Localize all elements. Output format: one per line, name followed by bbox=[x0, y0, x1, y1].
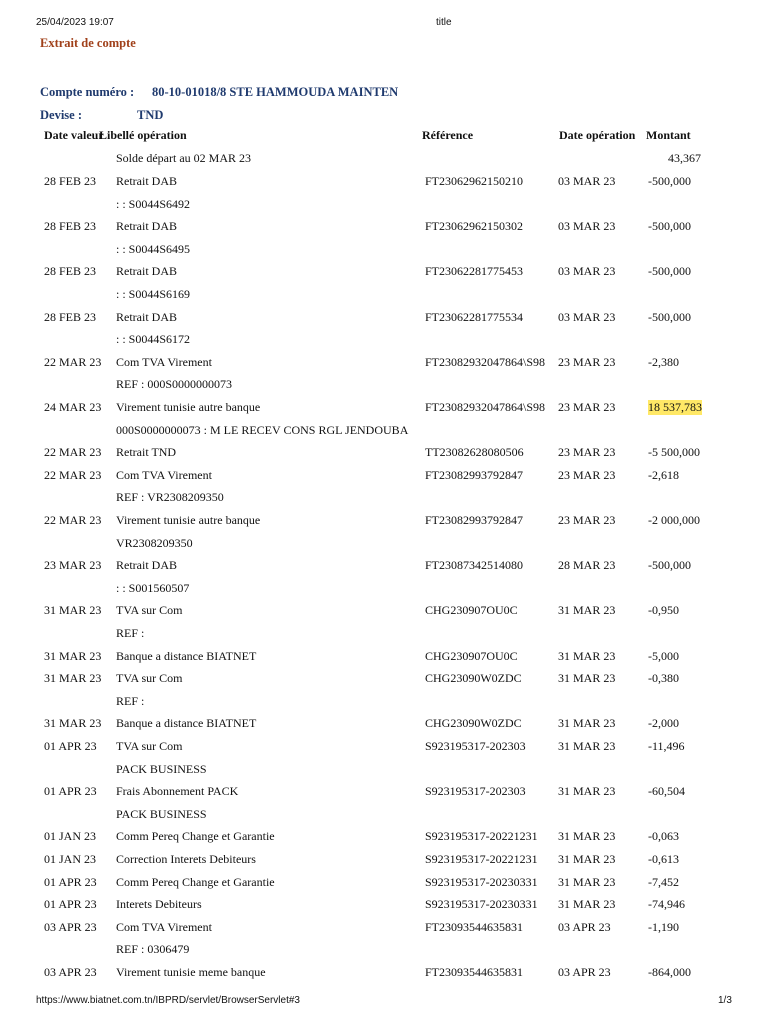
amount-cell: -0,950 bbox=[648, 603, 679, 618]
libelle-cell: PACK BUSINESS bbox=[116, 761, 207, 776]
reference-cell: TT23082628080506 bbox=[425, 445, 524, 460]
libelle-cell: Comm Pereq Change et Garantie bbox=[116, 829, 275, 844]
amount-cell: -2,000 bbox=[648, 716, 679, 731]
amount-cell: -0,063 bbox=[648, 829, 679, 844]
libelle-cell: TVA sur Com bbox=[116, 671, 183, 686]
libelle-cell: : : S0044S6492 bbox=[116, 196, 191, 211]
amount-cell: -74,946 bbox=[648, 897, 685, 912]
libelle-cell: Banque a distance BIATNET bbox=[116, 716, 257, 731]
amount-cell: -0,380 bbox=[648, 671, 679, 686]
table-row bbox=[0, 716, 768, 736]
table-row bbox=[0, 377, 768, 397]
date-valeur-cell: 28 FEB 23 bbox=[44, 309, 97, 324]
date-operation-cell: 31 MAR 23 bbox=[558, 852, 616, 866]
date-valeur-cell: 28 FEB 23 bbox=[44, 264, 97, 279]
currency-value: TND bbox=[137, 108, 164, 122]
reference-cell: FT23093544635831 bbox=[425, 919, 524, 934]
amount-cell: -7,452 bbox=[648, 874, 679, 889]
libelle-cell: TVA sur Com bbox=[116, 739, 183, 753]
libelle-cell: : : S0044S6495 bbox=[116, 241, 191, 256]
table-row bbox=[0, 468, 768, 488]
date-valeur-cell: 01 JAN 23 bbox=[44, 852, 97, 866]
table-row bbox=[0, 310, 768, 330]
account-label: Compte numéro : bbox=[40, 85, 135, 99]
date-valeur-cell: 01 APR 23 bbox=[44, 897, 97, 912]
table-row bbox=[0, 784, 768, 804]
opening-balance-row bbox=[0, 151, 768, 171]
reference-cell: S923195317-20230331 bbox=[425, 874, 538, 889]
print-datetime: 25/04/2023 19:07 bbox=[36, 17, 114, 28]
date-valeur-cell: 22 MAR 23 bbox=[44, 445, 102, 460]
libelle-cell: Comm Pereq Change et Garantie bbox=[116, 874, 275, 889]
reference-cell: S923195317-20221231 bbox=[425, 852, 538, 866]
table-row bbox=[0, 649, 768, 669]
table-row bbox=[0, 920, 768, 940]
date-operation-cell: 03 MAR 23 bbox=[558, 219, 616, 234]
amount-cell: -500,000 bbox=[648, 264, 691, 279]
reference-cell: FT23082932047864\S98 bbox=[425, 354, 546, 369]
reference-cell: S923195317-20230331 bbox=[425, 897, 538, 912]
libelle-cell: Com TVA Virement bbox=[116, 919, 212, 934]
table-row bbox=[0, 332, 768, 352]
date-operation-cell: 23 MAR 23 bbox=[558, 445, 616, 460]
libelle-cell: Virement tunisie meme banque bbox=[116, 965, 266, 979]
date-operation-cell: 23 MAR 23 bbox=[558, 400, 616, 414]
date-valeur-cell: 03 APR 23 bbox=[44, 965, 97, 979]
amount-cell: -11,496 bbox=[648, 739, 685, 753]
table-row bbox=[0, 671, 768, 691]
reference-cell: FT23062281775534 bbox=[425, 309, 524, 324]
libelle-cell: REF : 000S0000000073 bbox=[116, 377, 233, 392]
reference-cell: CHG230907OU0C bbox=[425, 648, 518, 663]
amount-cell: -1,190 bbox=[648, 919, 679, 934]
date-operation-cell: 31 MAR 23 bbox=[558, 897, 616, 912]
libelle-cell: Correction Interets Debiteurs bbox=[116, 852, 256, 866]
date-valeur-cell: 01 APR 23 bbox=[44, 739, 97, 753]
table-row bbox=[0, 807, 768, 827]
libelle-cell: REF : bbox=[116, 693, 145, 708]
table-row bbox=[0, 897, 768, 917]
libelle-cell: Virement tunisie autre banque bbox=[116, 400, 261, 414]
table-row bbox=[0, 942, 768, 962]
libelle-cell: Virement tunisie autre banque bbox=[116, 513, 261, 527]
date-valeur-cell: 31 MAR 23 bbox=[44, 671, 102, 686]
table-row bbox=[0, 852, 768, 872]
date-valeur-cell: 22 MAR 23 bbox=[44, 354, 102, 369]
currency-label: Devise : bbox=[40, 108, 82, 122]
amount-cell: -864,000 bbox=[648, 965, 691, 979]
libelle-cell: PACK BUSINESS bbox=[116, 806, 207, 821]
libelle-cell: Retrait DAB bbox=[116, 264, 177, 279]
libelle-cell: 000S0000000073 : M LE RECEV CONS RGL JENDOUBA bbox=[116, 422, 409, 437]
table-row bbox=[0, 626, 768, 646]
libelle-cell: REF : VR2308209350 bbox=[116, 490, 224, 505]
date-operation-cell: 31 MAR 23 bbox=[558, 739, 616, 753]
account-value: 80-10-01018/8 STE HAMMOUDA MAINTEN bbox=[152, 85, 399, 99]
libelle-cell: VR2308209350 bbox=[116, 535, 193, 550]
date-valeur-cell: 31 MAR 23 bbox=[44, 648, 102, 663]
table-row bbox=[0, 513, 768, 533]
libelle-cell: Interets Debiteurs bbox=[116, 897, 202, 912]
table-row bbox=[0, 694, 768, 714]
table-row bbox=[0, 762, 768, 782]
amount-cell: -500,000 bbox=[648, 558, 691, 573]
reference-cell: FT23082993792847 bbox=[425, 467, 524, 482]
reference-cell: CHG23090W0ZDC bbox=[425, 671, 522, 686]
date-operation-cell: 31 MAR 23 bbox=[558, 829, 616, 844]
reference-cell: FT23082932047864\S98 bbox=[425, 400, 546, 414]
amount-cell: -500,000 bbox=[648, 219, 691, 234]
libelle-cell: Banque a distance BIATNET bbox=[116, 648, 257, 663]
table-row bbox=[0, 355, 768, 375]
col-header-reference: Référence bbox=[422, 128, 474, 142]
reference-cell: S923195317-20221231 bbox=[425, 829, 538, 844]
amount-cell: -2,618 bbox=[648, 467, 679, 482]
date-valeur-cell: 24 MAR 23 bbox=[44, 400, 102, 414]
libelle-cell: Retrait DAB bbox=[116, 174, 177, 188]
opening-balance-amount: 43,367 bbox=[668, 151, 701, 165]
date-valeur-cell: 22 MAR 23 bbox=[44, 467, 102, 482]
table-row bbox=[0, 264, 768, 284]
libelle-cell: TVA sur Com bbox=[116, 603, 183, 618]
table-row bbox=[0, 875, 768, 895]
table-row bbox=[0, 242, 768, 262]
table-row bbox=[0, 174, 768, 194]
table-row bbox=[0, 581, 768, 601]
libelle-cell: REF : bbox=[116, 626, 145, 640]
reference-cell: FT23087342514080 bbox=[425, 558, 524, 573]
date-valeur-cell: 22 MAR 23 bbox=[44, 513, 102, 527]
libelle-cell: Com TVA Virement bbox=[116, 354, 212, 369]
reference-cell: FT23093544635831 bbox=[425, 965, 524, 979]
libelle-cell: Retrait DAB bbox=[116, 558, 177, 573]
date-operation-cell: 31 MAR 23 bbox=[558, 716, 616, 731]
amount-cell: -5 500,000 bbox=[648, 445, 700, 460]
date-operation-cell: 23 MAR 23 bbox=[558, 354, 616, 369]
libelle-cell: Retrait TND bbox=[116, 445, 177, 460]
table-row bbox=[0, 219, 768, 239]
libelle-cell: : : S001560507 bbox=[116, 580, 190, 595]
date-valeur-cell: 03 APR 23 bbox=[44, 919, 97, 934]
table-row bbox=[0, 536, 768, 556]
col-header-date-valeur: Date valeur bbox=[44, 128, 104, 142]
libelle-cell: REF : 0306479 bbox=[116, 942, 190, 957]
date-operation-cell: 03 MAR 23 bbox=[558, 174, 616, 188]
col-header-date-operation: Date opération bbox=[559, 128, 636, 142]
table-row bbox=[0, 423, 768, 443]
date-operation-cell: 28 MAR 23 bbox=[558, 558, 616, 573]
table-row bbox=[0, 603, 768, 623]
libelle-cell: Retrait DAB bbox=[116, 219, 177, 234]
amount-cell: -5,000 bbox=[648, 648, 679, 663]
date-operation-cell: 31 MAR 23 bbox=[558, 648, 616, 663]
reference-cell: FT23062962150210 bbox=[425, 174, 524, 188]
date-operation-cell: 23 MAR 23 bbox=[558, 467, 616, 482]
date-operation-cell: 31 MAR 23 bbox=[558, 874, 616, 889]
print-title: title bbox=[436, 17, 452, 28]
reference-cell: S923195317-202303 bbox=[425, 739, 526, 753]
amount-cell: -0,613 bbox=[648, 852, 679, 866]
table-row bbox=[0, 400, 768, 420]
date-operation-cell: 31 MAR 23 bbox=[558, 671, 616, 686]
table-row bbox=[0, 490, 768, 510]
date-valeur-cell: 23 MAR 23 bbox=[44, 558, 102, 573]
page-number: 1/3 bbox=[718, 995, 732, 1006]
date-operation-cell: 03 MAR 23 bbox=[558, 264, 616, 279]
date-valeur-cell: 01 APR 23 bbox=[44, 874, 97, 889]
reference-cell: FT23062962150302 bbox=[425, 219, 524, 234]
reference-cell: S923195317-202303 bbox=[425, 784, 526, 799]
date-operation-cell: 23 MAR 23 bbox=[558, 513, 616, 527]
libelle-cell: : : S0044S6172 bbox=[116, 332, 191, 347]
libelle-cell: Frais Abonnement PACK bbox=[116, 784, 239, 799]
table-row bbox=[0, 197, 768, 217]
reference-cell: FT23082993792847 bbox=[425, 513, 524, 527]
table-row bbox=[0, 445, 768, 465]
amount-cell: -500,000 bbox=[648, 174, 691, 188]
reference-cell: CHG230907OU0C bbox=[425, 603, 518, 618]
date-operation-cell: 03 APR 23 bbox=[558, 965, 611, 979]
date-operation-cell: 31 MAR 23 bbox=[558, 784, 616, 799]
date-operation-cell: 03 APR 23 bbox=[558, 919, 611, 934]
date-valeur-cell: 31 MAR 23 bbox=[44, 603, 102, 618]
amount-cell: -2 000,000 bbox=[648, 513, 700, 527]
date-valeur-cell: 01 JAN 23 bbox=[44, 829, 97, 844]
date-operation-cell: 03 MAR 23 bbox=[558, 309, 616, 324]
libelle-cell: Com TVA Virement bbox=[116, 467, 212, 482]
reference-cell: CHG23090W0ZDC bbox=[425, 716, 522, 731]
date-valeur-cell: 28 FEB 23 bbox=[44, 174, 97, 188]
amount-cell: -60,504 bbox=[648, 784, 685, 799]
table-row bbox=[0, 965, 768, 985]
date-valeur-cell: 01 APR 23 bbox=[44, 784, 97, 799]
libelle-cell: Retrait DAB bbox=[116, 309, 177, 324]
table-row bbox=[0, 287, 768, 307]
amount-cell: -500,000 bbox=[648, 309, 691, 324]
statement-heading: Extrait de compte bbox=[40, 36, 136, 50]
libelle-cell: : : S0044S6169 bbox=[116, 287, 191, 301]
page-url: https://www.biatnet.com.tn/IBPRD/servlet/BrowserServlet#3 bbox=[36, 995, 300, 1006]
amount-cell: 18 537,783 bbox=[648, 400, 702, 414]
col-header-montant: Montant bbox=[646, 128, 691, 142]
reference-cell: FT23062281775453 bbox=[425, 264, 524, 279]
amount-cell: -2,380 bbox=[648, 354, 679, 369]
date-valeur-cell: 28 FEB 23 bbox=[44, 219, 97, 234]
col-header-libelle: Libellé opération bbox=[99, 128, 187, 142]
opening-balance-label: Solde départ au 02 MAR 23 bbox=[116, 151, 251, 165]
table-row bbox=[0, 558, 768, 578]
date-operation-cell: 31 MAR 23 bbox=[558, 603, 616, 618]
date-valeur-cell: 31 MAR 23 bbox=[44, 716, 102, 731]
table-row bbox=[0, 739, 768, 759]
table-row bbox=[0, 829, 768, 849]
